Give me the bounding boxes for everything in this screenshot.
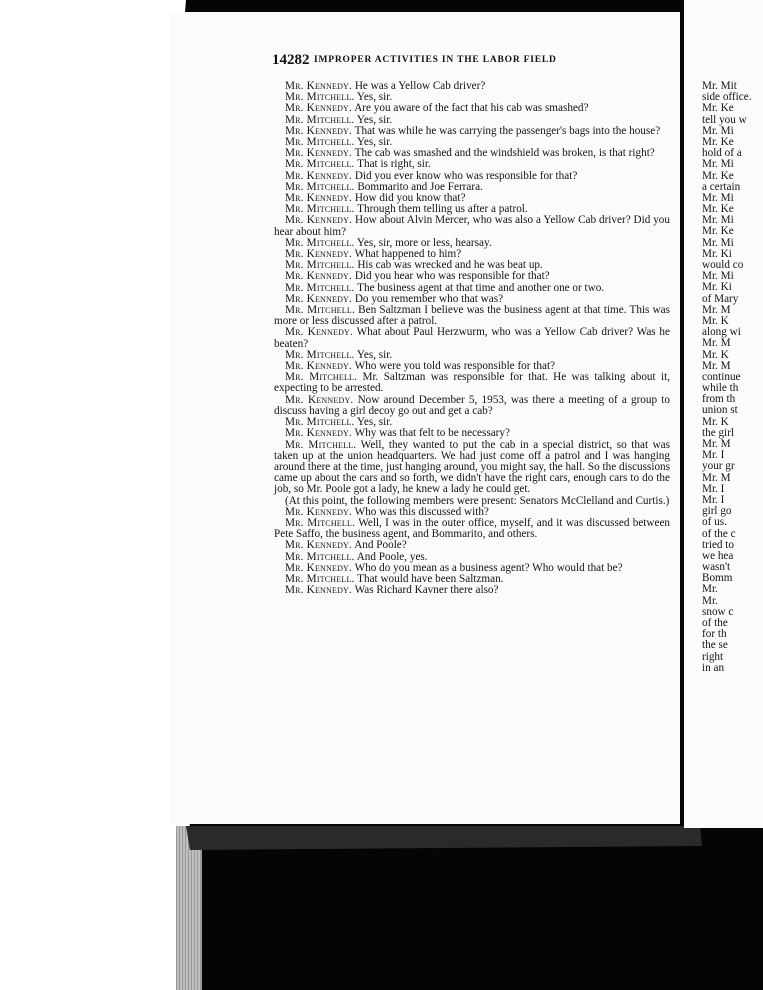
facing-page-line: Mr. M — [702, 439, 731, 450]
paragraph-text: Bommarito and Joe Ferrara. — [354, 180, 483, 193]
paragraph-text: Mr. Saltzman was responsible for that. He was talking about it, expecting to be arrested. — [274, 371, 671, 395]
speaker-name: Mr. Mitchell. — [285, 113, 355, 126]
paragraph-text: Are you aware of the fact that his cab was smashed? — [352, 102, 589, 115]
paragraph-text: Who was this discussed with? — [352, 505, 489, 518]
paragraph-text: What happened to him? — [352, 248, 462, 261]
speaker-name: Mr. Kennedy. — [285, 147, 353, 160]
paragraph-text: What about Paul Herzwurm, who was a Yellow Cab driver? Was he beaten? — [274, 326, 670, 350]
facing-page-line: from th — [702, 394, 736, 406]
speaker-name: Mr. Kennedy. — [285, 326, 354, 339]
facing-page-line: snow c — [702, 606, 734, 618]
facing-page-line: girl go — [702, 506, 732, 518]
facing-page-line: Mr. M — [702, 360, 731, 372]
speaker-name: Mr. Kennedy. — [285, 539, 353, 552]
paragraph-text: Do you remember who that was? — [352, 292, 504, 305]
paragraph-text: Did you ever know who was responsible for that? — [352, 169, 578, 182]
facing-page-line: the se — [702, 640, 728, 652]
paragraph-text: Yes, sir. — [354, 416, 393, 429]
facing-page-line: tell you w — [702, 114, 747, 126]
paragraph-text: Why was that felt to be necessary? — [352, 427, 510, 440]
speaker-name: Mr. Mitchell. — [285, 304, 355, 317]
facing-page-line: Mr. Mi — [702, 271, 734, 283]
facing-page-line: Bomm — [702, 573, 733, 585]
paragraph-text: Yes, sir. — [354, 113, 393, 126]
facing-page-line: Mr. Ki — [702, 282, 732, 294]
facing-page-line: Mr. Ke — [702, 103, 734, 115]
facing-page-line: of the — [702, 618, 728, 629]
facing-page-line: Mr. Mi — [702, 159, 734, 171]
facing-page-line: Mr. I — [702, 483, 725, 495]
page-header — [272, 52, 672, 70]
speaker-name: Mr. Mitchell. — [285, 572, 355, 585]
facing-page-line: a certain — [702, 181, 741, 193]
paragraph-text: And Poole, yes. — [354, 550, 428, 563]
speaker-name: Mr. Mitchell. — [285, 203, 355, 216]
speaker-name: Mr. Kennedy. — [285, 102, 353, 115]
speaker-name: Mr. Kennedy. — [285, 561, 353, 574]
paragraph-text: That was while he was carrying the passenger's bags into the house? — [352, 124, 661, 137]
facing-page-line: while th — [702, 383, 739, 395]
facing-page-line: tried to — [702, 539, 735, 551]
facing-page-line: Mr. Ke — [702, 136, 734, 148]
facing-page-line: along wi — [702, 327, 741, 339]
facing-page-line: side office. — [702, 92, 752, 104]
facing-page-line: right — [702, 651, 724, 663]
paragraph-text: Was Richard Kavner there also? — [352, 584, 499, 597]
speaker-name: Mr. Kennedy. — [285, 270, 353, 283]
facing-page-line: the girl — [702, 427, 735, 439]
paragraph-text: Ben Saltzman I believe was the business agent at that time. This was more or less discussed after a patrol. — [274, 304, 670, 328]
facing-page-line: wasn't — [702, 562, 731, 574]
paragraph-text: Yes, sir. — [354, 348, 393, 361]
facing-page-text — [702, 81, 763, 674]
facing-page-line: of the c — [702, 528, 736, 540]
paragraph-text: Now around December 5, 1953, was there a meeting of a group to discuss having a girl decoy go out and get a cab? — [274, 393, 670, 417]
testimony-paragraph — [274, 305, 670, 327]
testimony-paragraph — [274, 585, 670, 596]
paragraph-text: (At this point, the following members were present: Senators McClelland and Curtis.) — [285, 494, 670, 507]
facing-page-line: your gr — [702, 461, 735, 473]
facing-page-line: of us. — [702, 517, 727, 529]
speaker-name: Mr. Kennedy. — [285, 192, 353, 205]
facing-page-line: Mr. M — [702, 472, 731, 484]
facing-page-line: Mr. K — [702, 315, 729, 327]
paragraph-text: Well, they wanted to put the cab in a special district, so that was taken up at the union headquarters. We had just come off a patrol and I was hanging around there at the time, just hanging around, you might say, the hall. So the discussions came up about the cars and so forth, we didn't have the right cars, enough cars to do the job, so Mr. Poole got a lady, he knew a lady he could get. — [274, 438, 671, 496]
paragraph-text: That would have been Saltzman. — [354, 572, 504, 585]
paragraph-text: How about Alvin Mercer, who was also a Yellow Cab driver? Did you hear about him? — [274, 214, 670, 238]
speaker-name: Mr. Mitchell. — [285, 180, 355, 193]
testimony-paragraph — [274, 440, 670, 496]
speaker-name: Mr. Kennedy. — [285, 292, 353, 305]
speaker-name: Mr. Kennedy. — [285, 80, 353, 92]
facing-page-line: Mr. Mi — [702, 125, 734, 137]
speaker-name: Mr. Kennedy. — [285, 505, 353, 518]
speaker-name: Mr. Kennedy. — [285, 169, 353, 182]
facing-page-line: Mr. Ke — [702, 204, 734, 216]
speaker-name: Mr. Mitchell. — [285, 371, 358, 384]
speaker-name: Mr. Mitchell. — [285, 416, 355, 429]
facing-page-line: of Mary — [702, 293, 739, 305]
paragraph-text: Did you hear who was responsible for that? — [352, 270, 550, 283]
testimony-paragraph — [274, 215, 670, 237]
paragraph-text: Who were you told was responsible for that? — [352, 360, 556, 373]
facing-page-line: Mr. Mi — [702, 215, 734, 227]
paragraph-text: Well, I was in the outer office, myself, and it was discussed between Pete Saffo, the business agent, and Bommarito, and others. — [274, 516, 671, 541]
speaker-name: Mr. Kennedy. — [285, 584, 353, 597]
testimony-paragraph — [274, 372, 670, 394]
paragraph-text: And Poole? — [352, 539, 407, 552]
facing-page-line: hold of a — [702, 148, 742, 160]
speaker-name: Mr. Mitchell. — [285, 136, 355, 149]
facing-page-line: Mr. Ke — [702, 170, 734, 182]
facing-page-line: Mr. — [702, 595, 718, 607]
speaker-name: Mr. Mitchell. — [285, 91, 355, 104]
facing-page-line: would co — [702, 260, 744, 271]
facing-page-line: Mr. M — [702, 304, 731, 316]
facing-page-line: Mr. I — [702, 494, 725, 506]
facing-page-line: Mr. Mi — [702, 237, 734, 249]
paragraph-text: Yes, sir. — [354, 136, 393, 149]
speaker-name: Mr. Mitchell. — [285, 516, 356, 529]
paragraph-text: He was a Yellow Cab driver? — [352, 80, 486, 92]
paragraph-text: His cab was wrecked and he was beat up. — [354, 259, 543, 272]
speaker-name: Mr. Mitchell. — [285, 158, 355, 171]
paragraph-text: Yes, sir, more or less, hearsay. — [354, 236, 492, 249]
facing-page-line: Mr. Ke — [702, 226, 734, 238]
speaker-name: Mr. Mitchell. — [285, 236, 355, 249]
speaker-name: Mr. Kennedy. — [285, 360, 353, 373]
speaker-name: Mr. Kennedy. — [285, 214, 353, 227]
facing-page-line: we hea — [702, 550, 734, 562]
testimony-paragraph — [274, 395, 670, 417]
speaker-name: Mr. Kennedy. — [285, 393, 354, 406]
speaker-name: Mr. Kennedy. — [285, 124, 353, 137]
facing-page-line: union st — [702, 405, 738, 417]
paragraph-text: That is right, sir. — [354, 158, 431, 171]
speaker-name: Mr. Mitchell. — [285, 348, 355, 361]
facing-page-line: for th — [702, 629, 727, 641]
facing-page-line: continue — [702, 371, 741, 383]
facing-page-line: in an — [702, 662, 725, 674]
facing-page-line: Mr. I — [702, 450, 725, 462]
facing-page-line: Mr. Mi — [702, 192, 734, 204]
facing-page-line: Mr. — [702, 584, 718, 596]
speaker-name: Mr. Mitchell. — [285, 281, 355, 294]
facing-page-line: Mr. K — [702, 349, 729, 361]
testimony-paragraph — [274, 518, 670, 540]
speaker-name: Mr. Mitchell. — [285, 259, 355, 272]
facing-page-line: Mr. M — [702, 338, 731, 350]
running-head: IMPROPER ACTIVITIES IN THE LABOR FIELD — [314, 55, 557, 65]
facing-page-line: Mr. Ki — [702, 248, 732, 260]
paragraph-text: The cab was smashed and the windshield was broken, is that right? — [352, 147, 655, 160]
speaker-name: Mr. Kennedy. — [285, 248, 353, 261]
facing-page-line: Mr. Mit — [702, 81, 737, 92]
paragraph-text: The business agent at that time and another one or two. — [354, 281, 605, 294]
testimony-paragraph — [274, 327, 670, 349]
speaker-name: Mr. Mitchell. — [285, 438, 357, 451]
speaker-name: Mr. Kennedy. — [285, 427, 353, 440]
speaker-name: Mr. Mitchell. — [285, 550, 355, 563]
testimony-text — [274, 81, 670, 596]
paragraph-text: Through them telling us after a patrol. — [354, 203, 528, 216]
paragraph-text: Who do you mean as a business agent? Who would that be? — [352, 561, 623, 574]
paragraph-text: Yes, sir. — [354, 91, 393, 104]
facing-page-line: Mr. K — [702, 416, 729, 428]
paragraph-text: How did you know that? — [352, 192, 466, 205]
page-number: 14282 — [272, 52, 310, 68]
